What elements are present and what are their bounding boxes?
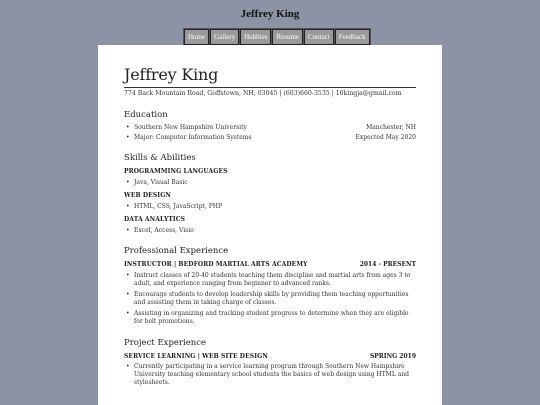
experience-heading: Professional Experience xyxy=(124,246,229,256)
resume-page xyxy=(98,45,442,405)
education-school: Southern New Hampshire University xyxy=(134,124,247,131)
bullet-icon: • xyxy=(126,272,130,279)
experience-bullet-text: Encourage students to develop leadership skills by providing them teaching opportunities and assisting them in taking charge of classes. xyxy=(134,291,409,306)
skill-text: HTML, CSS, JavaScript, PHP xyxy=(134,203,223,210)
experience-dates: 2014 - PRESENT xyxy=(359,261,416,268)
name-divider xyxy=(124,87,416,88)
resume-name: Jeffrey King xyxy=(124,65,219,84)
bullet-icon: • xyxy=(126,291,130,298)
contact-line: 774 Back Mountain Road, Goffstown, NH, 03045 | (603)660-3535 | 16kingja@gmail.com xyxy=(124,90,402,97)
education-major: Major: Computer Information Systems xyxy=(134,134,252,141)
bullet-icon: • xyxy=(126,310,130,317)
nav-home[interactable]: Home xyxy=(184,29,209,45)
education-location: Manchester, NH xyxy=(366,124,416,131)
bullet-icon: • xyxy=(126,134,130,141)
skills-heading: Skills & Abilities xyxy=(124,153,196,163)
skill-text: Java, Visual Basic xyxy=(134,179,188,186)
bullet-icon: • xyxy=(126,227,130,234)
bullet-icon: • xyxy=(126,124,130,131)
nav-feedback[interactable]: Feedback xyxy=(335,29,370,45)
nav-gallery[interactable]: Gallery xyxy=(210,29,239,45)
nav-resume[interactable]: Resume xyxy=(272,29,303,45)
experience-bullet-text: Instruct classes of 20-40 students teaching them discipline and martial arts from ages 3 to adult, and experience ranging from beginner to advanced ranks. xyxy=(134,272,411,287)
skill-group-title: DATA ANALYTICS xyxy=(124,216,186,223)
skill-text: Excel, Access, Visio xyxy=(134,227,194,234)
skill-group-title: WEB DESIGN xyxy=(124,192,171,199)
nav-contact[interactable]: Contact xyxy=(304,29,334,45)
site-title: Jeffrey King xyxy=(240,8,300,20)
bullet-icon: • xyxy=(126,179,130,186)
projects-heading: Project Experience xyxy=(124,338,206,348)
bullet-icon: • xyxy=(126,363,130,370)
project-role: SERVICE LEARNING | WEB SITE DESIGN xyxy=(124,353,268,360)
nav-hobbies[interactable]: Hobbies xyxy=(240,29,271,45)
nav-bar xyxy=(183,28,371,46)
project-bullet-text: Currently participating in a service learning program through Southern New Hampshire University teaching elementary school students the basics of web design using HTML and stylesheets. xyxy=(134,363,409,386)
experience-role: INSTRUCTOR | BEDFORD MARTIAL ARTS ACADEMY xyxy=(124,261,308,268)
education-date: Expected May 2020 xyxy=(355,134,416,141)
project-dates: SPRING 2019 xyxy=(369,353,416,360)
skill-group-title: PROGRAMMING LANGUAGES xyxy=(124,168,228,175)
bullet-icon: • xyxy=(126,203,130,210)
experience-bullet-text: Assisting in organizing and tracking student progress to determine when they are eligible for belt promotions. xyxy=(134,310,409,325)
education-heading: Education xyxy=(124,110,168,120)
